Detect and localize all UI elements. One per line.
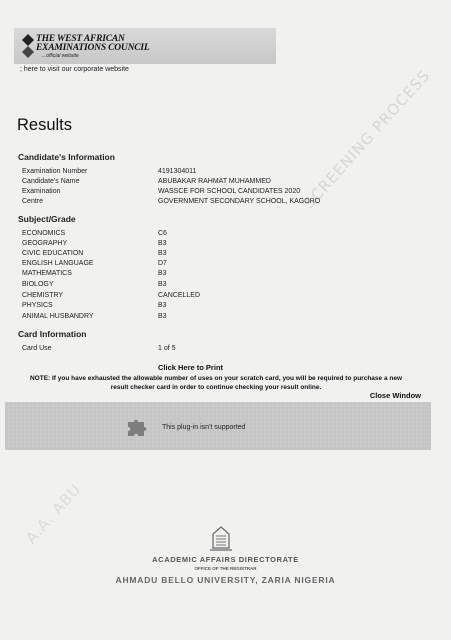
candidate-row <box>22 178 422 188</box>
close-window-button[interactable]: Close Window <box>369 391 421 400</box>
subject-name: MATHEMATICS <box>22 270 72 277</box>
subject-grade: D7 <box>158 260 167 267</box>
subject-row <box>22 250 422 260</box>
subject-row <box>22 230 422 240</box>
subject-grade: B3 <box>158 313 167 320</box>
logo-title-line1: THE WEST AFRICAN <box>36 34 125 44</box>
card-use-label: Card Use <box>22 345 52 352</box>
candidate-row <box>22 188 422 198</box>
row-label: Examination Number <box>22 168 88 175</box>
corporate-website-link[interactable]: ; here to visit our corporate website <box>20 66 129 73</box>
subject-row <box>22 292 422 302</box>
subject-name: BIOLOGY <box>22 281 54 288</box>
card-use-value: 1 of 5 <box>158 345 176 352</box>
subject-name: PHYSICS <box>22 302 53 309</box>
screening-watermark: SCREENING PROCESS <box>300 66 434 213</box>
puzzle-piece-icon <box>126 416 150 438</box>
candidate-row <box>22 198 422 208</box>
subject-row <box>22 302 422 312</box>
row-value: ABUBAKAR RAHMAT MUHAMMED <box>158 178 271 185</box>
row-value: WASSCE FOR SCHOOL CANDIDATES 2020 <box>158 188 301 195</box>
card-info-heading: Card Information <box>18 329 87 339</box>
subject-name: ENGLISH LANGUAGE <box>22 260 94 267</box>
subject-row <box>22 313 422 323</box>
subject-name: GEOGRAPHY <box>22 240 68 247</box>
row-label: Examination <box>22 188 61 195</box>
logo-subtitle: ...official website <box>42 53 79 59</box>
stamp-watermark: A.A. ABU <box>22 480 85 548</box>
university-emblem-icon <box>207 526 235 552</box>
plugin-message: This plug-in isn't supported <box>162 424 246 431</box>
footer-directorate: ACADEMIC AFFAIRS DIRECTORATE <box>152 555 299 564</box>
page-title: Results <box>17 116 73 134</box>
subject-row <box>22 281 422 291</box>
subject-name: ANIMAL HUSBANDRY <box>22 313 94 320</box>
subject-name: ECONOMICS <box>22 230 66 237</box>
scratch-card-note: NOTE: If you have exhausted the allowable number of uses on your scratch card, you will be required to purchase a new result checker card in order to continue checking your result online. <box>29 375 403 391</box>
footer-office: OFFICE OF THE REGISTRAR <box>194 566 257 571</box>
subject-grade-heading: Subject/Grade <box>18 214 76 224</box>
subject-row <box>22 270 422 280</box>
row-value: 4191304011 <box>158 168 197 175</box>
card-use-row <box>22 345 422 355</box>
footer-university: AHMADU BELLO UNIVERSITY, ZARIA NIGERIA <box>115 575 336 585</box>
subject-row <box>22 260 422 270</box>
candidate-info-heading: Candidate's Information <box>18 152 115 162</box>
unsupported-plugin-box <box>5 402 431 450</box>
subject-grade: B3 <box>158 302 167 309</box>
logo-title-line2: EXAMINATIONS COUNCIL <box>36 43 150 53</box>
subject-name: CHEMISTRY <box>22 292 64 299</box>
subject-grade: C6 <box>158 230 167 237</box>
row-label: Centre <box>22 198 44 205</box>
subject-grade: CANCELLED <box>158 292 201 299</box>
subject-grade: B3 <box>158 250 167 257</box>
subject-row <box>22 240 422 250</box>
subject-grade: B3 <box>158 240 167 247</box>
subject-name: CIVIC EDUCATION <box>22 250 84 257</box>
row-value: GOVERNMENT SECONDARY SCHOOL, KAGORO <box>158 198 321 205</box>
candidate-row <box>22 168 422 178</box>
subject-grade: B3 <box>158 281 167 288</box>
subject-grade: B3 <box>158 270 167 277</box>
row-label: Candidate's Name <box>22 178 80 185</box>
waec-logo-icon <box>20 32 36 60</box>
print-button[interactable]: Click Here to Print <box>158 363 224 372</box>
